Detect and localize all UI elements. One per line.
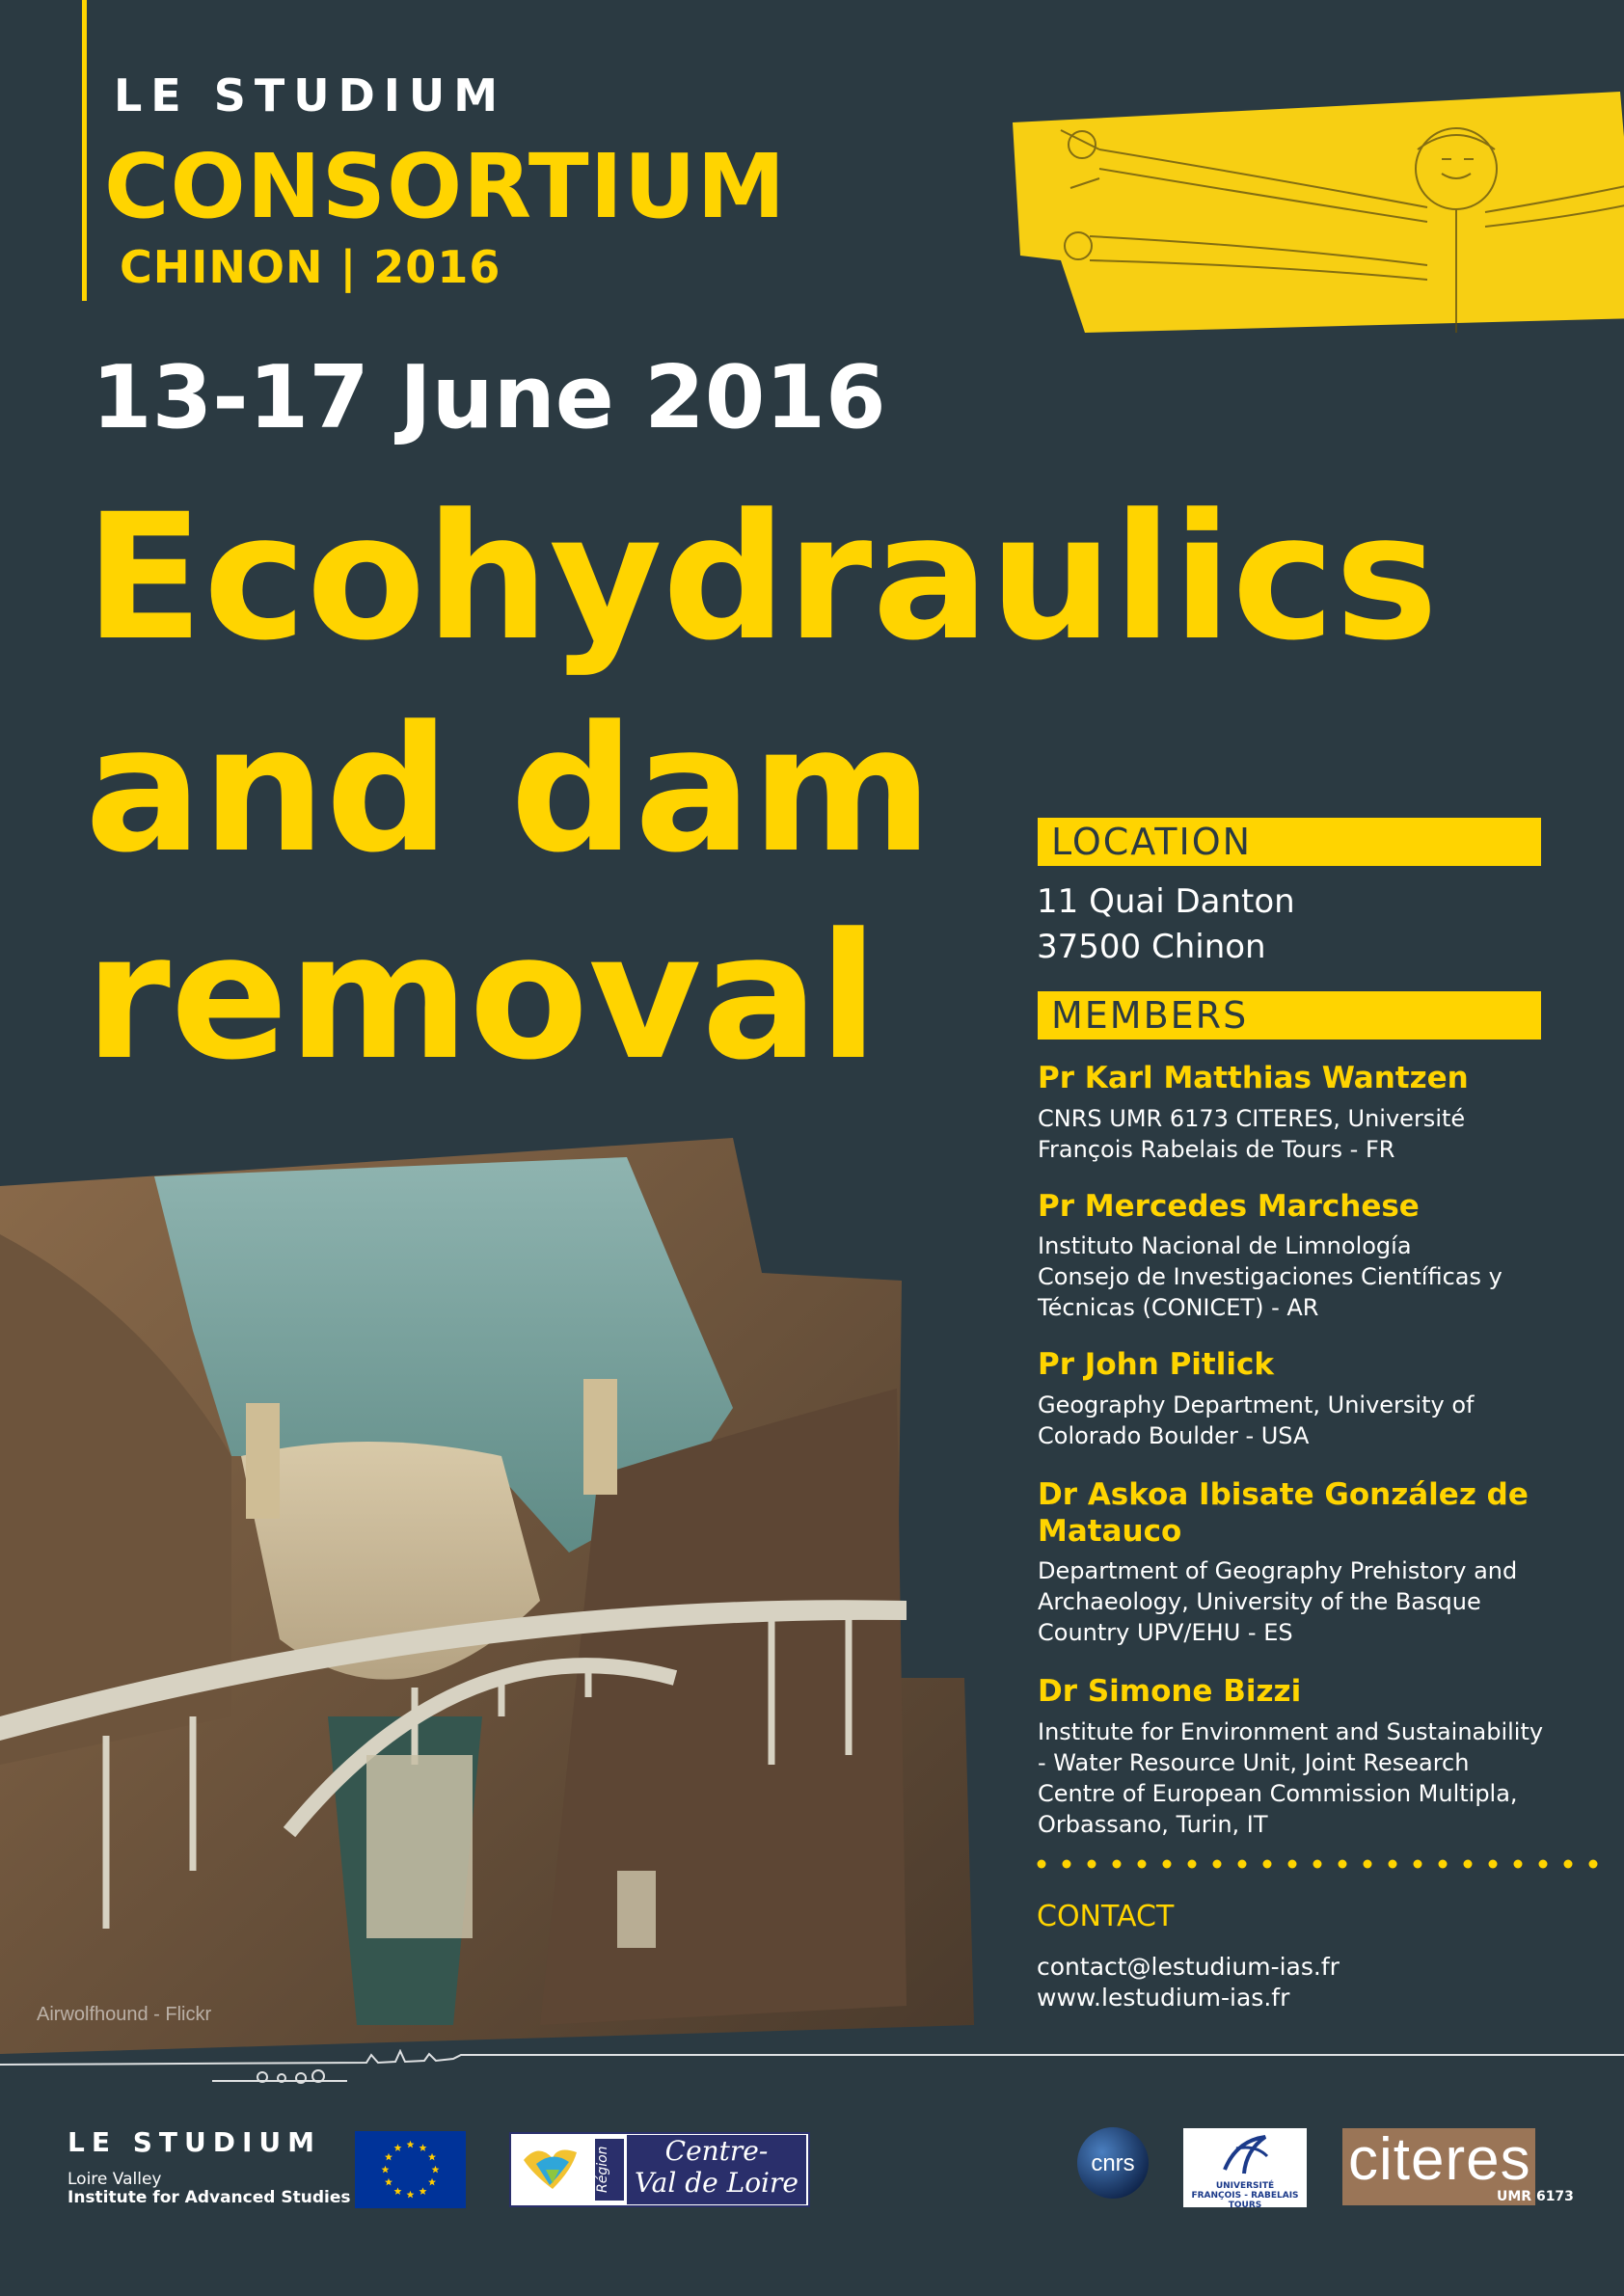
dam-aerial-photo	[0, 1138, 1003, 2054]
cnrs-logo	[1075, 2125, 1150, 2201]
divider-dot	[1414, 1860, 1422, 1869]
member-affiliation: CNRS UMR 6173 CITERES, Université	[1038, 1105, 1466, 1132]
brand-le-studium: LE STUDIUM	[114, 69, 507, 122]
divider-dot	[1339, 1860, 1347, 1869]
citeres-logo-text: citeres	[1348, 2126, 1531, 2193]
region-label: Région	[595, 2139, 624, 2201]
brand-consortium: CONSORTIUM	[104, 135, 787, 238]
members-heading: MEMBERS	[1038, 991, 1541, 1040]
universite-tours-emblem-icon	[1217, 2131, 1275, 2177]
le-studium-logo-tagline-2: Institute for Advanced Studies	[68, 2188, 351, 2207]
divider-dot	[1238, 1860, 1247, 1869]
member-affiliation: Orbassano, Turin, IT	[1038, 1811, 1268, 1838]
member-affiliation: Department of Geography Prehistory and	[1038, 1557, 1518, 1584]
divider-dot	[1313, 1860, 1322, 1869]
eu-flag-icon	[355, 2131, 466, 2208]
le-studium-logo-name: LE STUDIUM	[68, 2126, 321, 2158]
member-affiliation: François Rabelais de Tours - FR	[1038, 1136, 1395, 1163]
univ-line-1: UNIVERSITÉ	[1215, 2181, 1275, 2191]
divider-dot	[1439, 1860, 1448, 1869]
member-name: Pr Karl Matthias Wantzen	[1038, 1061, 1469, 1095]
univ-line-2: FRANÇOIS - RABELAIS	[1191, 2191, 1299, 2201]
divider-dot	[1464, 1860, 1473, 1869]
member-affiliation: Consejo de Investigaciones Científicas y	[1038, 1263, 1502, 1290]
divider-dot	[1489, 1860, 1498, 1869]
event-dates: 13-17 June 2016	[92, 347, 886, 448]
location-line-2: 37500 Chinon	[1037, 928, 1266, 966]
divider-dot	[1263, 1860, 1272, 1869]
member-affiliation: Instituto Nacional de Limnología	[1038, 1232, 1412, 1259]
member-affiliation: Country UPV/EHU - ES	[1038, 1619, 1293, 1646]
contact-web-link[interactable]: www.lestudium-ias.fr	[1037, 1984, 1290, 2012]
photo-credit: Airwolfhound - Flickr	[37, 2004, 212, 2025]
divider-dot	[1389, 1860, 1397, 1869]
contact-email-link[interactable]: contact@lestudium-ias.fr	[1037, 1953, 1340, 1981]
divider-dot	[1514, 1860, 1523, 1869]
divider-dot	[1138, 1860, 1147, 1869]
universite-tours-text	[1183, 2181, 1307, 2210]
divider-dot	[1113, 1860, 1122, 1869]
member-affiliation: Técnicas (CONICET) - AR	[1038, 1294, 1319, 1321]
vitruvian-sketch-image	[1003, 92, 1624, 333]
divider-dot	[1288, 1860, 1297, 1869]
member-affiliation: Institute for Environment and Sustainability	[1038, 1718, 1544, 1745]
region-name-line-2: Val de Loire	[635, 2167, 798, 2199]
location-line-1: 11 Quai Danton	[1037, 882, 1295, 921]
brand-chinon-year: CHINON | 2016	[120, 241, 501, 293]
location-heading: LOCATION	[1038, 818, 1541, 866]
brand-rule	[82, 0, 87, 301]
divider-dot	[1539, 1860, 1548, 1869]
divider-dot	[1163, 1860, 1172, 1869]
divider-dot	[1589, 1860, 1598, 1869]
member-affiliation: Geography Department, University of	[1038, 1391, 1475, 1418]
divider-dot	[1188, 1860, 1197, 1869]
region-name	[627, 2135, 806, 2204]
divider-dot	[1088, 1860, 1096, 1869]
divider-dot	[1038, 1860, 1046, 1869]
member-name: Matauco	[1038, 1514, 1182, 1549]
divider-dot	[1364, 1860, 1372, 1869]
member-name: Pr John Pitlick	[1038, 1347, 1274, 1382]
cnrs-logo-text: cnrs	[1091, 2150, 1135, 2176]
divider-dot	[1063, 1860, 1071, 1869]
event-title-line-2: and dam	[85, 689, 933, 891]
member-affiliation: Centre of European Commission Multipla,	[1038, 1780, 1518, 1807]
event-title-line-3: removal	[85, 897, 879, 1098]
member-name: Pr Mercedes Marchese	[1038, 1189, 1420, 1224]
univ-line-3: TOURS	[1228, 2201, 1262, 2210]
member-affiliation: - Water Resource Unit, Joint Research	[1038, 1749, 1470, 1776]
divider-dot	[1564, 1860, 1573, 1869]
divider-dot	[1213, 1860, 1222, 1869]
member-affiliation: Colorado Boulder - USA	[1038, 1422, 1310, 1449]
le-studium-logo-tagline-1: Loire Valley	[68, 2170, 162, 2189]
region-name-line-1: Centre-	[664, 2135, 769, 2167]
dotted-divider	[1034, 1856, 1603, 1872]
member-affiliation: Archaeology, University of the Basque	[1038, 1588, 1481, 1615]
member-name: Dr Simone Bizzi	[1038, 1674, 1302, 1709]
event-title-line-1: Ecohydraulics	[85, 477, 1439, 679]
contact-heading: CONTACT	[1037, 1900, 1175, 1933]
member-name: Dr Askoa Ibisate González de	[1038, 1477, 1529, 1512]
citeres-umr-label: UMR 6173	[1497, 2189, 1574, 2204]
region-emblem-icon	[519, 2141, 586, 2199]
chinon-skyline-line	[0, 2049, 1624, 2088]
